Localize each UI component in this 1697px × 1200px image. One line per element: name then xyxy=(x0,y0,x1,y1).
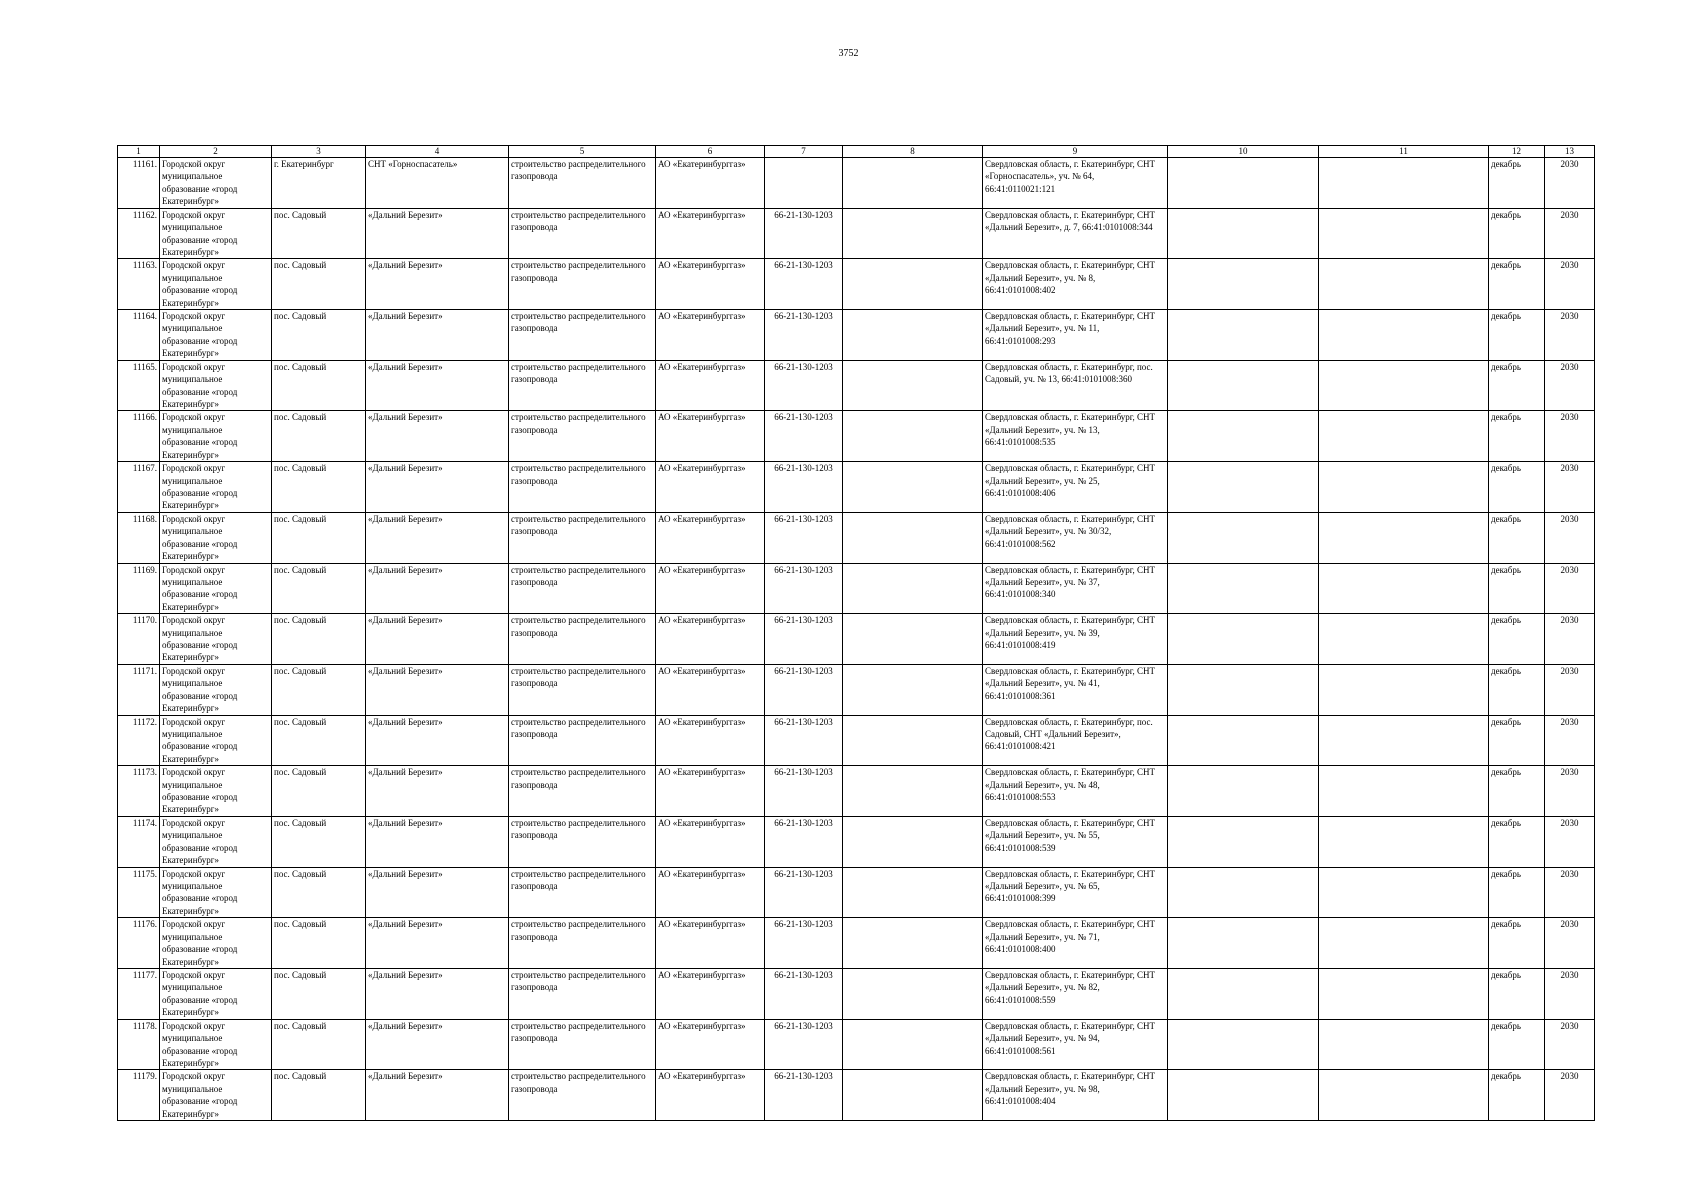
column-11-cell xyxy=(1319,1070,1489,1121)
column-11-cell xyxy=(1319,867,1489,918)
registry-code-cell: 66-21-130-1203 xyxy=(765,1019,843,1070)
column-header-9: 9 xyxy=(983,146,1168,158)
locality-cell: пос. Садовый xyxy=(272,411,366,462)
month-cell: декабрь xyxy=(1489,158,1545,209)
locality-cell: пос. Садовый xyxy=(272,462,366,513)
year-cell: 2030 xyxy=(1545,969,1595,1020)
column-10-cell xyxy=(1168,462,1319,513)
month-cell: декабрь xyxy=(1489,462,1545,513)
column-11-cell xyxy=(1319,208,1489,259)
column-10-cell xyxy=(1168,766,1319,817)
column-10-cell xyxy=(1168,158,1319,209)
object-name-cell: «Дальний Березит» xyxy=(366,360,509,411)
object-name-cell: «Дальний Березит» xyxy=(366,411,509,462)
municipality-cell: Городской округ муниципальное образование «город Екатеринбург» xyxy=(160,766,272,817)
address-cell: Свердловская область, г. Екатеринбург, СНТ «Дальний Березит», уч. № 39, 66:41:0101008:419 xyxy=(983,614,1168,665)
row-number-cell: 11168. xyxy=(118,512,160,563)
address-cell: Свердловская область, г. Екатеринбург, СНТ «Горноспасатель», уч. № 64, 66:41:0110021:121 xyxy=(983,158,1168,209)
month-cell: декабрь xyxy=(1489,259,1545,310)
column-10-cell xyxy=(1168,715,1319,766)
month-cell: декабрь xyxy=(1489,867,1545,918)
month-cell: декабрь xyxy=(1489,1019,1545,1070)
object-name-cell: «Дальний Березит» xyxy=(366,614,509,665)
column-10-cell xyxy=(1168,360,1319,411)
work-type-cell: строительство распределительного газопровода xyxy=(509,664,656,715)
year-cell: 2030 xyxy=(1545,411,1595,462)
column-10-cell xyxy=(1168,208,1319,259)
table-row xyxy=(118,360,1595,411)
locality-cell: пос. Садовый xyxy=(272,614,366,665)
object-name-cell: «Дальний Березит» xyxy=(366,867,509,918)
organization-cell: АО «Екатеринбурггаз» xyxy=(656,208,765,259)
column-10-cell xyxy=(1168,563,1319,614)
row-number-cell: 11169. xyxy=(118,563,160,614)
month-cell: декабрь xyxy=(1489,512,1545,563)
column-header-1: 1 xyxy=(118,146,160,158)
organization-cell: АО «Екатеринбурггаз» xyxy=(656,411,765,462)
registry-code-cell: 66-21-130-1203 xyxy=(765,360,843,411)
column-11-cell xyxy=(1319,766,1489,817)
row-number-cell: 11170. xyxy=(118,614,160,665)
registry-code-cell: 66-21-130-1203 xyxy=(765,969,843,1020)
column-header-10: 10 xyxy=(1168,146,1319,158)
column-8-cell xyxy=(843,1019,983,1070)
address-cell: Свердловская область, г. Екатеринбург, СНТ «Дальний Березит», уч. № 8, 66:41:0101008:402 xyxy=(983,259,1168,310)
column-8-cell xyxy=(843,512,983,563)
locality-cell: пос. Садовый xyxy=(272,259,366,310)
column-11-cell xyxy=(1319,918,1489,969)
column-8-cell xyxy=(843,918,983,969)
registry-code-cell: 66-21-130-1203 xyxy=(765,259,843,310)
column-10-cell xyxy=(1168,411,1319,462)
month-cell: декабрь xyxy=(1489,715,1545,766)
object-name-cell: «Дальний Березит» xyxy=(366,715,509,766)
row-number-cell: 11161. xyxy=(118,158,160,209)
column-header-5: 5 xyxy=(509,146,656,158)
address-cell: Свердловская область, г. Екатеринбург, СНТ «Дальний Березит», уч. № 94, 66:41:0101008:561 xyxy=(983,1019,1168,1070)
locality-cell: пос. Садовый xyxy=(272,969,366,1020)
municipality-cell: Городской округ муниципальное образование «город Екатеринбург» xyxy=(160,310,272,361)
column-8-cell xyxy=(843,158,983,209)
object-name-cell: «Дальний Березит» xyxy=(366,462,509,513)
address-cell: Свердловская область, г. Екатеринбург, СНТ «Дальний Березит», уч. № 13, 66:41:0101008:535 xyxy=(983,411,1168,462)
table-header xyxy=(118,146,1595,158)
year-cell: 2030 xyxy=(1545,208,1595,259)
column-header-11: 11 xyxy=(1319,146,1489,158)
year-cell: 2030 xyxy=(1545,614,1595,665)
column-11-cell xyxy=(1319,512,1489,563)
year-cell: 2030 xyxy=(1545,816,1595,867)
locality-cell: пос. Садовый xyxy=(272,867,366,918)
work-type-cell: строительство распределительного газопровода xyxy=(509,969,656,1020)
table-row xyxy=(118,512,1595,563)
municipality-cell: Городской округ муниципальное образование «город Екатеринбург» xyxy=(160,563,272,614)
header-row xyxy=(118,146,1595,158)
row-number-cell: 11163. xyxy=(118,259,160,310)
organization-cell: АО «Екатеринбурггаз» xyxy=(656,158,765,209)
column-11-cell xyxy=(1319,664,1489,715)
table-row xyxy=(118,1070,1595,1121)
municipality-cell: Городской округ муниципальное образование «город Екатеринбург» xyxy=(160,512,272,563)
work-type-cell: строительство распределительного газопровода xyxy=(509,360,656,411)
object-name-cell: «Дальний Березит» xyxy=(366,310,509,361)
year-cell: 2030 xyxy=(1545,1019,1595,1070)
work-type-cell: строительство распределительного газопровода xyxy=(509,918,656,969)
organization-cell: АО «Екатеринбурггаз» xyxy=(656,614,765,665)
column-10-cell xyxy=(1168,1019,1319,1070)
work-type-cell: строительство распределительного газопровода xyxy=(509,1019,656,1070)
organization-cell: АО «Екатеринбурггаз» xyxy=(656,360,765,411)
row-number-cell: 11177. xyxy=(118,969,160,1020)
registry-code-cell: 66-21-130-1203 xyxy=(765,664,843,715)
address-cell: Свердловская область, г. Екатеринбург, СНТ «Дальний Березит», уч. № 48, 66:41:0101008:553 xyxy=(983,766,1168,817)
month-cell: декабрь xyxy=(1489,411,1545,462)
year-cell: 2030 xyxy=(1545,360,1595,411)
registry-code-cell: 66-21-130-1203 xyxy=(765,867,843,918)
object-name-cell: «Дальний Березит» xyxy=(366,1019,509,1070)
address-cell: Свердловская область, г. Екатеринбург, пос. Садовый, уч. № 13, 66:41:0101008:360 xyxy=(983,360,1168,411)
locality-cell: пос. Садовый xyxy=(272,816,366,867)
municipality-cell: Городской округ муниципальное образование «город Екатеринбург» xyxy=(160,259,272,310)
object-name-cell: СНТ «Горноспасатель» xyxy=(366,158,509,209)
row-number-cell: 11178. xyxy=(118,1019,160,1070)
column-8-cell xyxy=(843,614,983,665)
locality-cell: пос. Садовый xyxy=(272,208,366,259)
month-cell: декабрь xyxy=(1489,816,1545,867)
locality-cell: пос. Садовый xyxy=(272,512,366,563)
registry-code-cell: 66-21-130-1203 xyxy=(765,816,843,867)
locality-cell: пос. Садовый xyxy=(272,664,366,715)
column-header-8: 8 xyxy=(843,146,983,158)
registry-code-cell: 66-21-130-1203 xyxy=(765,563,843,614)
row-number-cell: 11175. xyxy=(118,867,160,918)
row-number-cell: 11176. xyxy=(118,918,160,969)
organization-cell: АО «Екатеринбурггаз» xyxy=(656,816,765,867)
object-name-cell: «Дальний Березит» xyxy=(366,208,509,259)
year-cell: 2030 xyxy=(1545,715,1595,766)
locality-cell: пос. Садовый xyxy=(272,310,366,361)
column-8-cell xyxy=(843,664,983,715)
month-cell: декабрь xyxy=(1489,664,1545,715)
column-11-cell xyxy=(1319,158,1489,209)
column-11-cell xyxy=(1319,1019,1489,1070)
year-cell: 2030 xyxy=(1545,867,1595,918)
registry-code-cell: 66-21-130-1203 xyxy=(765,411,843,462)
municipality-cell: Городской округ муниципальное образование «город Екатеринбург» xyxy=(160,208,272,259)
locality-cell: пос. Садовый xyxy=(272,563,366,614)
column-header-13: 13 xyxy=(1545,146,1595,158)
organization-cell: АО «Екатеринбурггаз» xyxy=(656,867,765,918)
column-10-cell xyxy=(1168,867,1319,918)
month-cell: декабрь xyxy=(1489,1070,1545,1121)
organization-cell: АО «Екатеринбурггаз» xyxy=(656,563,765,614)
locality-cell: г. Екатеринбург xyxy=(272,158,366,209)
object-name-cell: «Дальний Березит» xyxy=(366,512,509,563)
registry-code-cell: 66-21-130-1203 xyxy=(765,310,843,361)
object-name-cell: «Дальний Березит» xyxy=(366,918,509,969)
table-row xyxy=(118,664,1595,715)
column-8-cell xyxy=(843,462,983,513)
municipality-cell: Городской округ муниципальное образование «город Екатеринбург» xyxy=(160,969,272,1020)
work-type-cell: строительство распределительного газопровода xyxy=(509,512,656,563)
row-number-cell: 11173. xyxy=(118,766,160,817)
column-8-cell xyxy=(843,360,983,411)
column-10-cell xyxy=(1168,969,1319,1020)
column-header-2: 2 xyxy=(160,146,272,158)
municipality-cell: Городской округ муниципальное образование «город Екатеринбург» xyxy=(160,918,272,969)
column-header-7: 7 xyxy=(765,146,843,158)
month-cell: декабрь xyxy=(1489,918,1545,969)
column-header-6: 6 xyxy=(656,146,765,158)
locality-cell: пос. Садовый xyxy=(272,918,366,969)
object-name-cell: «Дальний Березит» xyxy=(366,816,509,867)
organization-cell: АО «Екатеринбурггаз» xyxy=(656,664,765,715)
row-number-cell: 11174. xyxy=(118,816,160,867)
row-number-cell: 11179. xyxy=(118,1070,160,1121)
column-10-cell xyxy=(1168,310,1319,361)
table-row xyxy=(118,259,1595,310)
table-row xyxy=(118,563,1595,614)
column-11-cell xyxy=(1319,411,1489,462)
year-cell: 2030 xyxy=(1545,918,1595,969)
month-cell: декабрь xyxy=(1489,969,1545,1020)
table-body xyxy=(118,158,1595,1121)
organization-cell: АО «Екатеринбурггаз» xyxy=(656,462,765,513)
column-10-cell xyxy=(1168,259,1319,310)
registry-code-cell xyxy=(765,158,843,209)
work-type-cell: строительство распределительного газопровода xyxy=(509,1070,656,1121)
municipality-cell: Городской округ муниципальное образование «город Екатеринбург» xyxy=(160,715,272,766)
organization-cell: АО «Екатеринбурггаз» xyxy=(656,259,765,310)
row-number-cell: 11165. xyxy=(118,360,160,411)
address-cell: Свердловская область, г. Екатеринбург, СНТ «Дальний Березит», уч. № 25, 66:41:0101008:406 xyxy=(983,462,1168,513)
municipality-cell: Городской округ муниципальное образование «город Екатеринбург» xyxy=(160,816,272,867)
registry-code-cell: 66-21-130-1203 xyxy=(765,462,843,513)
month-cell: декабрь xyxy=(1489,563,1545,614)
year-cell: 2030 xyxy=(1545,563,1595,614)
registry-code-cell: 66-21-130-1203 xyxy=(765,208,843,259)
locality-cell: пос. Садовый xyxy=(272,766,366,817)
object-name-cell: «Дальний Березит» xyxy=(366,259,509,310)
row-number-cell: 11172. xyxy=(118,715,160,766)
column-8-cell xyxy=(843,766,983,817)
column-11-cell xyxy=(1319,969,1489,1020)
column-11-cell xyxy=(1319,614,1489,665)
year-cell: 2030 xyxy=(1545,462,1595,513)
organization-cell: АО «Екатеринбурггаз» xyxy=(656,918,765,969)
month-cell: декабрь xyxy=(1489,614,1545,665)
locality-cell: пос. Садовый xyxy=(272,715,366,766)
locality-cell: пос. Садовый xyxy=(272,1019,366,1070)
locality-cell: пос. Садовый xyxy=(272,360,366,411)
year-cell: 2030 xyxy=(1545,259,1595,310)
work-type-cell: строительство распределительного газопровода xyxy=(509,715,656,766)
organization-cell: АО «Екатеринбурггаз» xyxy=(656,969,765,1020)
column-11-cell xyxy=(1319,816,1489,867)
work-type-cell: строительство распределительного газопровода xyxy=(509,816,656,867)
address-cell: Свердловская область, г. Екатеринбург, СНТ «Дальний Березит», уч. № 41, 66:41:0101008:361 xyxy=(983,664,1168,715)
address-cell: Свердловская область, г. Екатеринбург, СНТ «Дальний Березит», уч. № 30/32, 66:41:0101008:562 xyxy=(983,512,1168,563)
month-cell: декабрь xyxy=(1489,360,1545,411)
work-type-cell: строительство распределительного газопровода xyxy=(509,310,656,361)
column-header-12: 12 xyxy=(1489,146,1545,158)
registry-code-cell: 66-21-130-1203 xyxy=(765,918,843,969)
column-8-cell xyxy=(843,563,983,614)
address-cell: Свердловская область, г. Екатеринбург, СНТ «Дальний Березит», уч. № 98, 66:41:0101008:404 xyxy=(983,1070,1168,1121)
municipality-cell: Городской округ муниципальное образование «город Екатеринбург» xyxy=(160,614,272,665)
locality-cell: пос. Садовый xyxy=(272,1070,366,1121)
address-cell: Свердловская область, г. Екатеринбург, СНТ «Дальний Березит», уч. № 65, 66:41:0101008:399 xyxy=(983,867,1168,918)
municipality-cell: Городской округ муниципальное образование «город Екатеринбург» xyxy=(160,1019,272,1070)
work-type-cell: строительство распределительного газопровода xyxy=(509,614,656,665)
year-cell: 2030 xyxy=(1545,766,1595,817)
registry-table xyxy=(117,145,1595,1121)
address-cell: Свердловская область, г. Екатеринбург, СНТ «Дальний Березит», уч. № 37, 66:41:0101008:340 xyxy=(983,563,1168,614)
work-type-cell: строительство распределительного газопровода xyxy=(509,766,656,817)
page-number: 3752 xyxy=(838,48,859,59)
work-type-cell: строительство распределительного газопровода xyxy=(509,867,656,918)
organization-cell: АО «Екатеринбурггаз» xyxy=(656,310,765,361)
column-8-cell xyxy=(843,969,983,1020)
column-10-cell xyxy=(1168,664,1319,715)
registry-code-cell: 66-21-130-1203 xyxy=(765,766,843,817)
table-row xyxy=(118,208,1595,259)
month-cell: декабрь xyxy=(1489,208,1545,259)
column-10-cell xyxy=(1168,816,1319,867)
object-name-cell: «Дальний Березит» xyxy=(366,1070,509,1121)
column-10-cell xyxy=(1168,512,1319,563)
month-cell: декабрь xyxy=(1489,766,1545,817)
organization-cell: АО «Екатеринбурггаз» xyxy=(656,1070,765,1121)
column-8-cell xyxy=(843,816,983,867)
work-type-cell: строительство распределительного газопровода xyxy=(509,259,656,310)
object-name-cell: «Дальний Березит» xyxy=(366,664,509,715)
column-8-cell xyxy=(843,259,983,310)
work-type-cell: строительство распределительного газопровода xyxy=(509,158,656,209)
column-header-4: 4 xyxy=(366,146,509,158)
column-10-cell xyxy=(1168,1070,1319,1121)
municipality-cell: Городской округ муниципальное образование «город Екатеринбург» xyxy=(160,1070,272,1121)
table-row xyxy=(118,867,1595,918)
organization-cell: АО «Екатеринбурггаз» xyxy=(656,1019,765,1070)
table-row xyxy=(118,766,1595,817)
column-header-3: 3 xyxy=(272,146,366,158)
row-number-cell: 11171. xyxy=(118,664,160,715)
table-row xyxy=(118,918,1595,969)
column-8-cell xyxy=(843,1070,983,1121)
registry-code-cell: 66-21-130-1203 xyxy=(765,614,843,665)
year-cell: 2030 xyxy=(1545,512,1595,563)
address-cell: Свердловская область, г. Екатеринбург, СНТ «Дальний Березит», д. 7, 66:41:0101008:344 xyxy=(983,208,1168,259)
column-8-cell xyxy=(843,208,983,259)
work-type-cell: строительство распределительного газопровода xyxy=(509,462,656,513)
year-cell: 2030 xyxy=(1545,310,1595,361)
table-row xyxy=(118,462,1595,513)
column-10-cell xyxy=(1168,614,1319,665)
table-row xyxy=(118,411,1595,462)
column-8-cell xyxy=(843,310,983,361)
column-11-cell xyxy=(1319,360,1489,411)
work-type-cell: строительство распределительного газопровода xyxy=(509,411,656,462)
address-cell: Свердловская область, г. Екатеринбург, СНТ «Дальний Березит», уч. № 71, 66:41:0101008:400 xyxy=(983,918,1168,969)
municipality-cell: Городской округ муниципальное образование «город Екатеринбург» xyxy=(160,158,272,209)
table-row xyxy=(118,715,1595,766)
registry-code-cell: 66-21-130-1203 xyxy=(765,1070,843,1121)
object-name-cell: «Дальний Березит» xyxy=(366,563,509,614)
year-cell: 2030 xyxy=(1545,664,1595,715)
address-cell: Свердловская область, г. Екатеринбург, пос. Садовый, СНТ «Дальний Березит», 66:41:0101008:421 xyxy=(983,715,1168,766)
work-type-cell: строительство распределительного газопровода xyxy=(509,563,656,614)
column-8-cell xyxy=(843,411,983,462)
registry-code-cell: 66-21-130-1203 xyxy=(765,715,843,766)
row-number-cell: 11166. xyxy=(118,411,160,462)
municipality-cell: Городской округ муниципальное образование «город Екатеринбург» xyxy=(160,664,272,715)
table-row xyxy=(118,614,1595,665)
municipality-cell: Городской округ муниципальное образование «город Екатеринбург» xyxy=(160,867,272,918)
address-cell: Свердловская область, г. Екатеринбург, СНТ «Дальний Березит», уч. № 55, 66:41:0101008:539 xyxy=(983,816,1168,867)
table-row xyxy=(118,969,1595,1020)
year-cell: 2030 xyxy=(1545,1070,1595,1121)
municipality-cell: Городской округ муниципальное образование «город Екатеринбург» xyxy=(160,411,272,462)
organization-cell: АО «Екатеринбурггаз» xyxy=(656,512,765,563)
table-row xyxy=(118,816,1595,867)
table-row xyxy=(118,1019,1595,1070)
year-cell: 2030 xyxy=(1545,158,1595,209)
address-cell: Свердловская область, г. Екатеринбург, СНТ «Дальний Березит», уч. № 82, 66:41:0101008:559 xyxy=(983,969,1168,1020)
column-8-cell xyxy=(843,867,983,918)
organization-cell: АО «Екатеринбурггаз» xyxy=(656,766,765,817)
table-row xyxy=(118,158,1595,209)
column-10-cell xyxy=(1168,918,1319,969)
column-11-cell xyxy=(1319,563,1489,614)
column-11-cell xyxy=(1319,259,1489,310)
table-row xyxy=(118,310,1595,361)
row-number-cell: 11167. xyxy=(118,462,160,513)
address-cell: Свердловская область, г. Екатеринбург, СНТ «Дальний Березит», уч. № 11, 66:41:0101008:293 xyxy=(983,310,1168,361)
column-11-cell xyxy=(1319,462,1489,513)
municipality-cell: Городской округ муниципальное образование «город Екатеринбург» xyxy=(160,462,272,513)
column-11-cell xyxy=(1319,715,1489,766)
municipality-cell: Городской округ муниципальное образование «город Екатеринбург» xyxy=(160,360,272,411)
organization-cell: АО «Екатеринбурггаз» xyxy=(656,715,765,766)
month-cell: декабрь xyxy=(1489,310,1545,361)
work-type-cell: строительство распределительного газопровода xyxy=(509,208,656,259)
column-11-cell xyxy=(1319,310,1489,361)
object-name-cell: «Дальний Березит» xyxy=(366,766,509,817)
object-name-cell: «Дальний Березит» xyxy=(366,969,509,1020)
row-number-cell: 11162. xyxy=(118,208,160,259)
registry-code-cell: 66-21-130-1203 xyxy=(765,512,843,563)
column-8-cell xyxy=(843,715,983,766)
row-number-cell: 11164. xyxy=(118,310,160,361)
